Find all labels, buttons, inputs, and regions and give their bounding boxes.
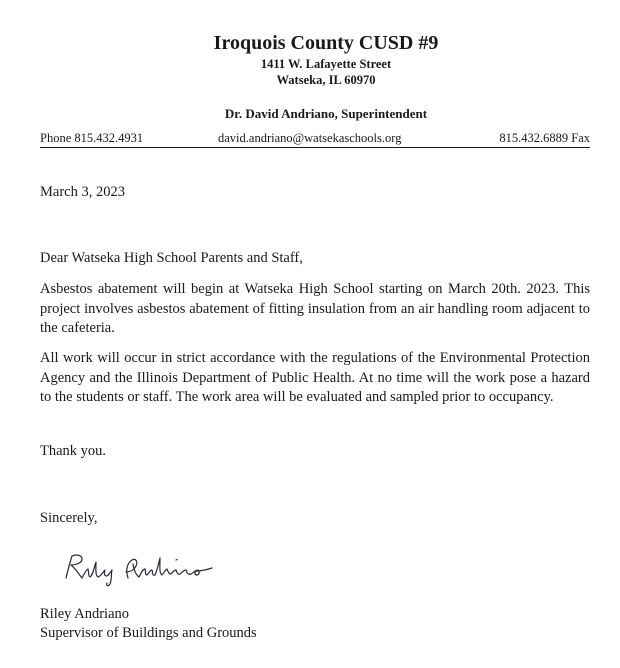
closing: Sincerely, [40,510,98,526]
phone-number: Phone 815.432.4931 [40,131,144,145]
paragraph-2: All work will occur in strict accordance with the regulations of the Environmental Protection Agency and the Illinois Department of Public Health. At no time will the work pose a hazard to the students or staff. The work area will be evaluated and sampled prior to occupancy. [40,350,590,405]
signer-name: Riley Andriano [40,606,130,622]
street-address: 1411 W. Lafayette Street [260,57,392,71]
superintendent-line: Dr. David Andriano, Superintendent [224,106,428,121]
thank-you-line: Thank you. [40,443,107,459]
letter-date: March 3, 2023 [40,184,125,200]
email-address: david.andriano@watsekaschools.org [218,131,402,145]
contact-row [40,131,590,148]
paragraph-1: Asbestos abatement will begin at Watseka High School starting on March 20th. 2023. This project involves asbestos abatement of fitting insulation from an air handling room adjacent to the cafeteria. [40,281,590,336]
handwritten-signature [60,548,220,590]
salutation: Dear Watseka High School Parents and Staff, [40,250,303,266]
city-state-zip: Watseka, IL 60970 [276,73,376,87]
signer-title: Supervisor of Buildings and Grounds [40,625,257,641]
organization-name: Iroquois County CUSD #9 [213,32,439,54]
fax-number: 815.432.6889 Fax [499,131,590,145]
